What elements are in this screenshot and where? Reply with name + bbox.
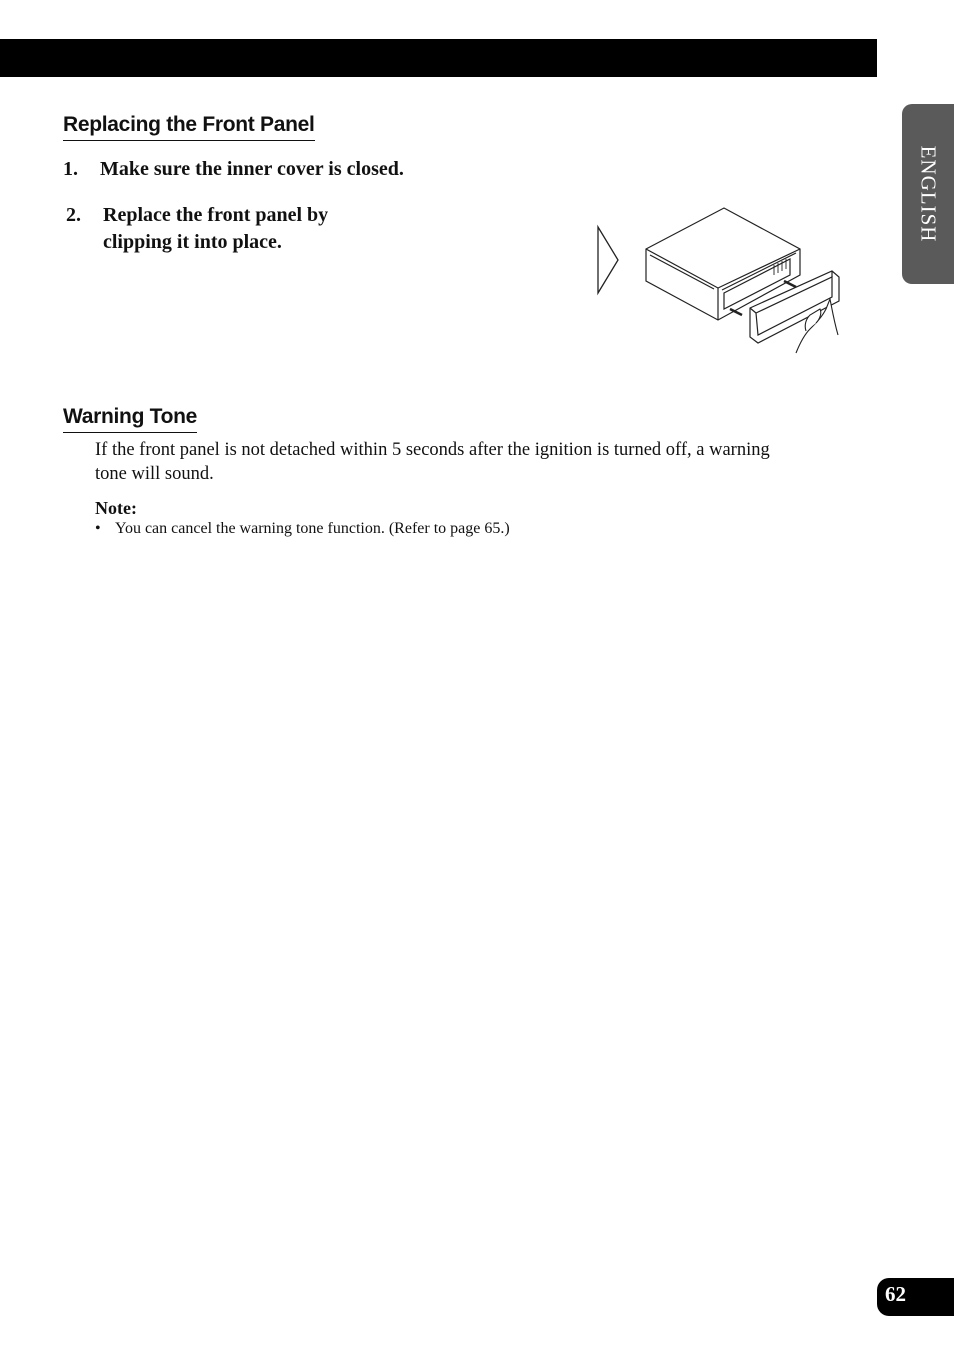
note-label: Note: — [95, 498, 137, 518]
page-number-tab — [877, 1278, 954, 1316]
step-1 — [63, 156, 404, 183]
warning-tone-paragraph-line2: tone will sound. — [95, 464, 214, 484]
warning-tone-paragraph-line1: If the front panel is not detached within 5 seconds after the ignition is turned off, a warning — [95, 440, 770, 460]
step-1-text: Make sure the inner cover is closed. — [100, 158, 404, 180]
step-2-text-block — [103, 202, 328, 256]
note-list-item — [95, 520, 510, 538]
bullet-icon: • — [95, 520, 101, 537]
warning-tone-paragraph — [95, 438, 855, 486]
language-tab — [902, 104, 954, 284]
step-2 — [66, 202, 328, 256]
step-2-text-line2: clipping it into place. — [103, 231, 282, 253]
front-panel-illustration — [594, 205, 846, 357]
section-heading-warning-tone: Warning Tone — [63, 404, 197, 433]
language-tab-label: ENGLISH — [916, 145, 941, 243]
note-text: You can cancel the warning tone function. (Refer to page 65.) — [115, 520, 510, 537]
header-bar — [0, 39, 877, 77]
step-2-text-line1: Replace the front panel by — [103, 204, 329, 226]
step-1-number: 1. — [63, 158, 78, 180]
pointer-arrow-icon — [598, 227, 618, 293]
section-heading-replacing-front-panel: Replacing the Front Panel — [63, 112, 315, 141]
page-number: 62 — [885, 1282, 906, 1306]
step-2-number: 2. — [66, 204, 81, 226]
